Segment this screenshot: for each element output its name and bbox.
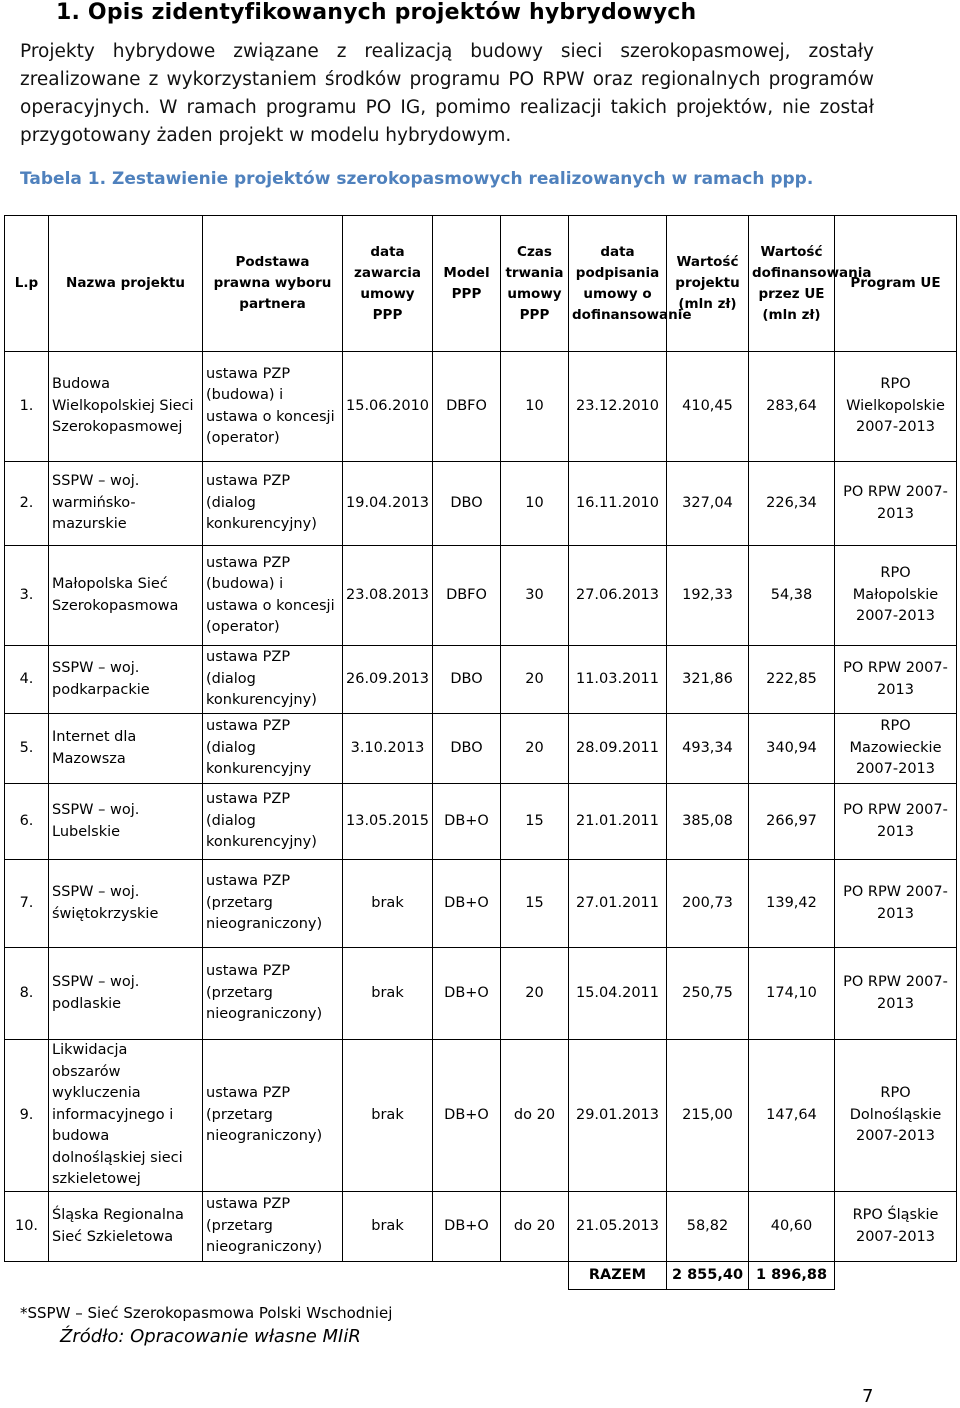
cell-duration: 20 (501, 646, 569, 714)
header-model: Model PPP (433, 216, 501, 352)
header-lp: L.p (5, 216, 49, 352)
table-row (5, 948, 957, 1040)
cell-basis: ustawa PZP (dialog konkurencyjny (203, 714, 343, 784)
cell-lp: 4. (5, 646, 49, 714)
table-row (5, 352, 957, 462)
cell-date-ppp: 23.08.2013 (343, 546, 433, 646)
cell-basis: ustawa PZP (dialog konkurencyjny) (203, 646, 343, 714)
cell-duration: 15 (501, 784, 569, 860)
totals-value: 2 855,40 (667, 1262, 749, 1290)
cell-date-fund: 21.05.2013 (569, 1192, 667, 1262)
cell-name: SSPW – woj. Lubelskie (49, 784, 203, 860)
totals-row (5, 1262, 957, 1290)
cell-basis: ustawa PZP (budowa) i ustawa o koncesji (operator) (203, 352, 343, 462)
table-caption: Tabela 1. Zestawienie projektów szerokopasmowych realizowanych w ramach ppp. (20, 169, 814, 189)
totals-eu-value: 1 896,88 (749, 1262, 835, 1290)
totals-spacer (5, 1262, 569, 1290)
cell-eu-value: 139,42 (749, 860, 835, 948)
cell-duration: 10 (501, 462, 569, 546)
cell-model: DB+O (433, 784, 501, 860)
cell-duration: 15 (501, 860, 569, 948)
cell-program: PO RPW 2007-2013 (835, 860, 957, 948)
cell-model: DB+O (433, 1040, 501, 1192)
cell-value: 58,82 (667, 1192, 749, 1262)
cell-basis: ustawa PZP (budowa) i ustawa o koncesji (operator) (203, 546, 343, 646)
projects-table (4, 215, 957, 1290)
table-row (5, 1040, 957, 1192)
cell-program: RPO Małopolskie 2007-2013 (835, 546, 957, 646)
cell-date-fund: 21.01.2011 (569, 784, 667, 860)
table-row (5, 646, 957, 714)
cell-lp: 9. (5, 1040, 49, 1192)
page-number: 7 (862, 1386, 874, 1407)
totals-spacer-right (835, 1262, 957, 1290)
cell-value: 385,08 (667, 784, 749, 860)
cell-eu-value: 54,38 (749, 546, 835, 646)
table-row (5, 714, 957, 784)
cell-value: 327,04 (667, 462, 749, 546)
cell-basis: ustawa PZP (dialog konkurencyjny) (203, 784, 343, 860)
cell-name: Internet dla Mazowsza (49, 714, 203, 784)
cell-value: 200,73 (667, 860, 749, 948)
cell-duration: do 20 (501, 1040, 569, 1192)
header-date-fund: data podpisania umowy o dofinansowanie (569, 216, 667, 352)
cell-name: Likwidacja obszarów wykluczenia informacyjnego i budowa dolnośląskiej sieci szkieletowej (49, 1040, 203, 1192)
cell-basis: ustawa PZP (przetarg nieograniczony) (203, 1192, 343, 1262)
cell-model: DB+O (433, 860, 501, 948)
cell-date-fund: 27.06.2013 (569, 546, 667, 646)
header-eu-value: Wartość dofinansowania przez UE (mln zł) (749, 216, 835, 352)
cell-date-ppp: brak (343, 1040, 433, 1192)
cell-date-ppp: 3.10.2013 (343, 714, 433, 784)
header-value: Wartość projektu (mln zł) (667, 216, 749, 352)
cell-eu-value: 340,94 (749, 714, 835, 784)
cell-model: DBO (433, 462, 501, 546)
source-note: Źródło: Opracowanie własne MIiR (60, 1326, 361, 1347)
cell-lp: 8. (5, 948, 49, 1040)
cell-value: 250,75 (667, 948, 749, 1040)
table-row (5, 1192, 957, 1262)
table-header-row (5, 216, 957, 352)
cell-name: Małopolska Sieć Szerokopasmowa (49, 546, 203, 646)
cell-lp: 5. (5, 714, 49, 784)
cell-value: 215,00 (667, 1040, 749, 1192)
cell-value: 192,33 (667, 546, 749, 646)
cell-date-fund: 11.03.2011 (569, 646, 667, 714)
cell-name: SSPW – woj. warmińsko-mazurskie (49, 462, 203, 546)
table-row (5, 784, 957, 860)
header-basis: Podstawa prawna wyboru partnera (203, 216, 343, 352)
cell-value: 321,86 (667, 646, 749, 714)
header-name: Nazwa projektu (49, 216, 203, 352)
cell-date-fund: 29.01.2013 (569, 1040, 667, 1192)
cell-program: PO RPW 2007-2013 (835, 646, 957, 714)
cell-lp: 2. (5, 462, 49, 546)
cell-program: RPO Dolnośląskie 2007-2013 (835, 1040, 957, 1192)
cell-date-ppp: 19.04.2013 (343, 462, 433, 546)
cell-basis: ustawa PZP (przetarg nieograniczony) (203, 948, 343, 1040)
cell-eu-value: 222,85 (749, 646, 835, 714)
cell-program: PO RPW 2007-2013 (835, 784, 957, 860)
cell-eu-value: 174,10 (749, 948, 835, 1040)
cell-date-ppp: brak (343, 1192, 433, 1262)
cell-date-ppp: 26.09.2013 (343, 646, 433, 714)
cell-lp: 3. (5, 546, 49, 646)
cell-basis: ustawa PZP (przetarg nieograniczony) (203, 860, 343, 948)
cell-eu-value: 266,97 (749, 784, 835, 860)
cell-model: DB+O (433, 948, 501, 1040)
cell-name: Śląska Regionalna Sieć Szkieletowa (49, 1192, 203, 1262)
cell-date-ppp: 13.05.2015 (343, 784, 433, 860)
cell-date-fund: 28.09.2011 (569, 714, 667, 784)
cell-lp: 6. (5, 784, 49, 860)
cell-duration: 10 (501, 352, 569, 462)
cell-name: Budowa Wielkopolskiej Sieci Szerokopasmowej (49, 352, 203, 462)
header-date-ppp: data zawarcia umowy PPP (343, 216, 433, 352)
cell-name: SSPW – woj. podlaskie (49, 948, 203, 1040)
cell-program: RPO Mazowieckie 2007-2013 (835, 714, 957, 784)
cell-model: DBO (433, 646, 501, 714)
cell-eu-value: 283,64 (749, 352, 835, 462)
cell-eu-value: 226,34 (749, 462, 835, 546)
cell-name: SSPW – woj. świętokrzyskie (49, 860, 203, 948)
cell-duration: 20 (501, 714, 569, 784)
cell-basis: ustawa PZP (przetarg nieograniczony) (203, 1040, 343, 1192)
intro-paragraph: Projekty hybrydowe związane z realizacją budowy sieci szerokopasmowej, zostały zrealizowane z wykorzystaniem środków programu PO RPW oraz regionalnych programów operacyjnych. W ramach programu PO IG, pomimo realizacji takich projektów, nie został przygotowany żaden projekt w modelu hybrydowym. (20, 41, 874, 146)
footnote: *SSPW – Sieć Szerokopasmowa Polski Wschodniej (20, 1304, 393, 1322)
cell-program: RPO Wielkopolskie 2007-2013 (835, 352, 957, 462)
cell-date-ppp: brak (343, 860, 433, 948)
cell-duration: 30 (501, 546, 569, 646)
cell-model: DB+O (433, 1192, 501, 1262)
header-duration: Czas trwania umowy PPP (501, 216, 569, 352)
cell-basis: ustawa PZP (dialog konkurencyjny) (203, 462, 343, 546)
header-program: Program UE (835, 216, 957, 352)
cell-date-fund: 27.01.2011 (569, 860, 667, 948)
table-row (5, 462, 957, 546)
cell-date-ppp: brak (343, 948, 433, 1040)
table-row (5, 860, 957, 948)
cell-model: DBFO (433, 546, 501, 646)
cell-date-fund: 15.04.2011 (569, 948, 667, 1040)
cell-value: 493,34 (667, 714, 749, 784)
totals-label: RAZEM (569, 1262, 667, 1290)
cell-name: SSPW – woj. podkarpackie (49, 646, 203, 714)
cell-duration: 20 (501, 948, 569, 1040)
cell-lp: 1. (5, 352, 49, 462)
cell-date-fund: 16.11.2010 (569, 462, 667, 546)
cell-value: 410,45 (667, 352, 749, 462)
cell-lp: 7. (5, 860, 49, 948)
cell-lp: 10. (5, 1192, 49, 1262)
cell-model: DBO (433, 714, 501, 784)
cell-date-ppp: 15.06.2010 (343, 352, 433, 462)
cell-duration: do 20 (501, 1192, 569, 1262)
cell-model: DBFO (433, 352, 501, 462)
section-heading: 1. Opis zidentyfikowanych projektów hybrydowych (56, 0, 697, 25)
cell-program: PO RPW 2007-2013 (835, 462, 957, 546)
cell-program: RPO Śląskie 2007-2013 (835, 1192, 957, 1262)
cell-eu-value: 147,64 (749, 1040, 835, 1192)
cell-date-fund: 23.12.2010 (569, 352, 667, 462)
table-row (5, 546, 957, 646)
cell-program: PO RPW 2007-2013 (835, 948, 957, 1040)
cell-eu-value: 40,60 (749, 1192, 835, 1262)
